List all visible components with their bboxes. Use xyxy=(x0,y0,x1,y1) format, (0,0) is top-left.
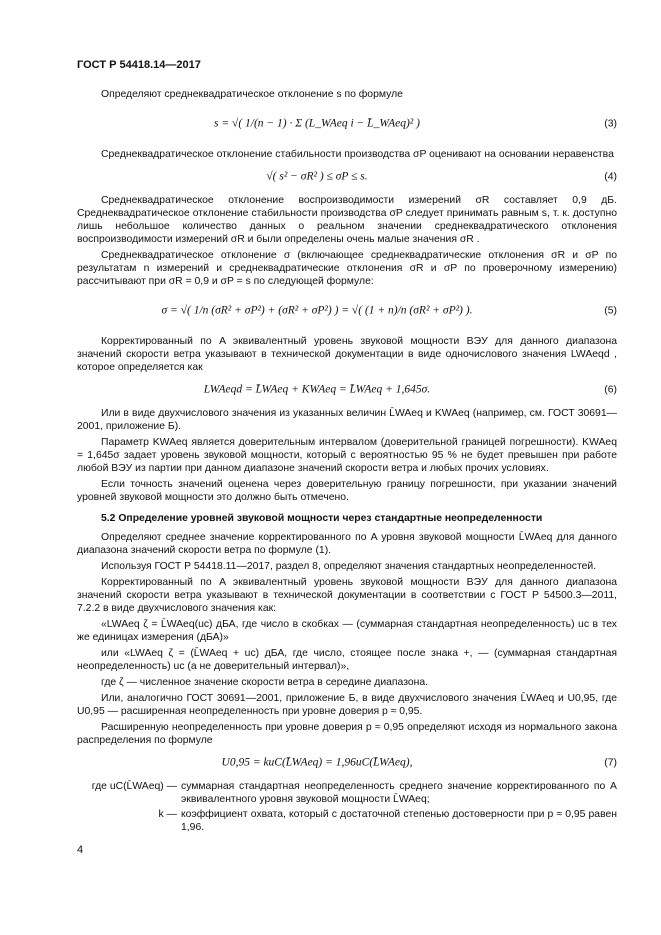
paragraph: «LWAeq ζ = L̄WAeq(uc) дБА, где число в скобках — (суммарная стандартная неопределенность) uc в тех же единицах измерения (дБА)» xyxy=(77,619,617,643)
formula-number: (4) xyxy=(604,171,617,183)
formula-3 xyxy=(77,104,617,144)
definition-row xyxy=(77,780,617,806)
definition-text: коэффициент охвата, который с достаточной степенью достоверности при p ≈ 0,95 равен 1,96. xyxy=(181,809,617,833)
formula-expression: σ = √( 1/n (σR² + σP²) + (σR² + σP²) ) = √( (1 + n)/n (σR² + σP²) ). xyxy=(161,304,473,317)
formula-6 xyxy=(77,377,617,403)
paragraph: Среднеквадратическое отклонение σ (включающее среднеквадратические отклонения σR и σP по результатам n измерений и среднеквадратические отклонения σR и σP по проверочному измерению) рассчитывают при σR = 0,9 и σP = s по следующей формуле: xyxy=(77,250,617,287)
formula-number: (7) xyxy=(604,757,617,769)
definition-term: где uC(L̄WAeq) — xyxy=(91,781,177,792)
paragraph: Или в виде двухчислового значения из указанных величин L̄WAeq и KWAeq (например, см. ГОСТ 30691—2001, приложение Б). xyxy=(77,408,617,432)
paragraph: Или, аналогично ГОСТ 30691—2001, приложение Б, в виде двухчислового значения L̄WAeq и U0,95, где U0,95 — расширенная неопределенность при уровне доверия p ≈ 0,95. xyxy=(77,693,617,717)
document-code: ГОСТ Р 54418.14—2017 xyxy=(77,59,201,71)
definition-text: суммарная стандартная неопределенность среднего значение корректированного по A эквивалентного уровня звуковой мощности L̄WAeq; xyxy=(181,781,617,805)
formula-4 xyxy=(77,164,617,190)
paragraph: или «LWAeq ζ = (L̄WAeq + uc) дБА, где число, стоящее после знака +, — (суммарная стандартная неопределенность) uc (а не доверительный интервал)», xyxy=(77,648,617,672)
paragraph: Корректированный по A эквивалентный уровень звуковой мощности ВЭУ для данного диапазона значений скорости ветра указывают в технической документации в соответствии с ГОСТ Р 54500.3—2011, 7.2.2 в виде двухчислового значения как: xyxy=(77,577,617,614)
formula-number: (3) xyxy=(604,118,617,130)
paragraph: где ζ — численное значение скорости ветра в середине диапазона. xyxy=(101,677,429,688)
page-number: 4 xyxy=(77,844,84,856)
section-heading: 5.2 Определение уровней звуковой мощности через стандартные неопределенности xyxy=(101,513,543,524)
paragraph: Параметр KWAeq является доверительным интервалом (доверительной границей погрешности). KWAeq = 1,645σ задает уровень звуковой мощности, который с вероятностью 95 % не будет превышен при работе любой ВЭУ из партии при данном диапазоне значений скорости ветра и любых прочих условиях. xyxy=(77,437,617,474)
paragraph: Используя ГОСТ Р 54418.11—2017, раздел 8, определяют значения стандартных неопределенностей. xyxy=(101,561,597,572)
paragraph: Среднеквадратическое отклонение стабильности производства σP оценивают на основании неравенства xyxy=(101,149,614,160)
formula-expression: s = √( 1/(n − 1) · Σ (L_WAeq i − L̄_WAeq)² ) xyxy=(214,117,420,130)
formula-5 xyxy=(77,291,617,331)
formula-7 xyxy=(77,750,617,776)
definition-term: k — xyxy=(158,809,177,820)
paragraph: Определяют среднее значение корректированного по A уровня звуковой мощности L̄WAeq для данного диапазона значений скорости ветра по формуле (1). xyxy=(77,532,617,556)
definition-row xyxy=(77,808,617,834)
document-body xyxy=(77,88,617,836)
formula-expression: √( s² − σR² ) ≤ σP ≤ s. xyxy=(266,170,368,183)
formula-expression: U0,95 = kuC(L̄WAeq) = 1,96uC(L̄WAeq), xyxy=(221,756,413,769)
formula-expression: LWAeqd = L̄WAeq + KWAeq = L̄WAeq + 1,645σ. xyxy=(203,383,431,396)
paragraph: Корректированный по A эквивалентный уровень звуковой мощности ВЭУ для данного диапазона значений скорости ветра указывают в технической документации в виде одночислового значения LWAeqd , которое определяется как xyxy=(77,336,617,373)
formula-number: (6) xyxy=(604,384,617,396)
paragraph: Определяют среднеквадратическое отклонение s по формуле xyxy=(101,89,403,100)
paragraph: Расширенную неопределенность при уровне доверия p ≈ 0,95 определяют исходя из нормального закона распределения по формуле xyxy=(77,722,617,746)
formula-number: (5) xyxy=(604,305,617,317)
paragraph: Если точность значений оценена через доверительную границу погрешности, при указании значений уровней звуковой мощности это должно быть отмечено. xyxy=(77,479,617,503)
paragraph: Среднеквадратическое отклонение воспроизводимости измерений σR составляет 0,9 дБ. Среднеквадратическое отклонение стабильности производства σP следует принимать равным s, т. к. доступно лишь небольшое количество данных о реальном значении среднеквадратического отклонения воспроизводимости измерений σR и были определены очень малые значения σR . xyxy=(77,195,617,245)
